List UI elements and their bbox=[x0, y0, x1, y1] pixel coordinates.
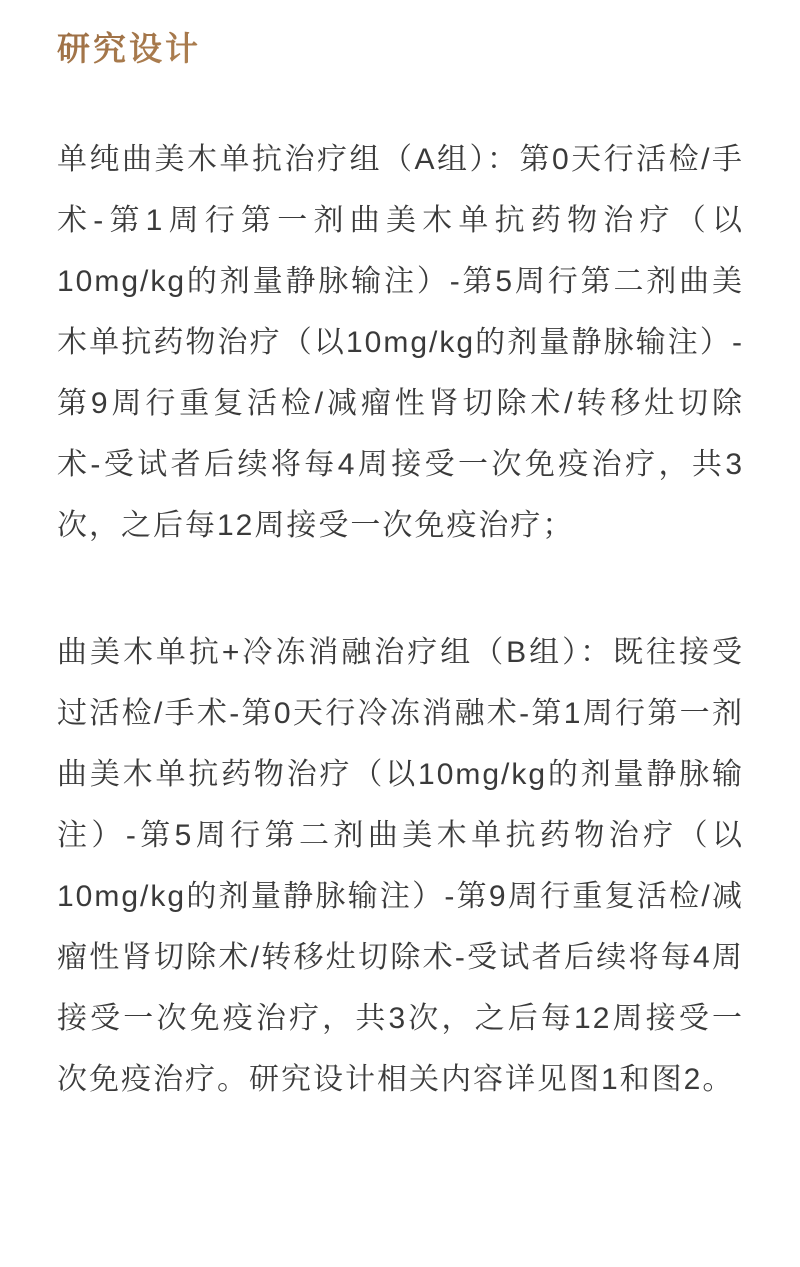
article-body bbox=[57, 129, 744, 1110]
paragraph-group-b: 曲美木单抗+冷冻消融治疗组（B组）：既往接受过活检/手术-第0天行冷冻消融术-第1周行第一剂曲美木单抗药物治疗（以10mg/kg的剂量静脉输注）-第5周行第二剂曲美木单抗药物治疗（以10mg/kg的剂量静脉输注）-第9周行重复活检/减瘤性肾切除术/转移灶切除术-受试者后续将每4周接受一次免疫治疗，共3次，之后每12周接受一次免疫治疗。研究设计相关内容详见图1和图2。 bbox=[57, 636, 744, 1097]
section-heading: 研究设计 bbox=[57, 30, 744, 71]
paragraph-group-a: 单纯曲美木单抗治疗组（A组）：第0天行活检/手术-第1周行第一剂曲美木单抗药物治疗（以10mg/kg的剂量静脉输注）-第5周行第二剂曲美木单抗药物治疗（以10mg/kg的剂量静脉输注）-第9周行重复活检/减瘤性肾切除术/转移灶切除术-受试者后续将每4周接受一次免疫治疗，共3次，之后每12周接受一次免疫治疗； bbox=[57, 143, 744, 543]
